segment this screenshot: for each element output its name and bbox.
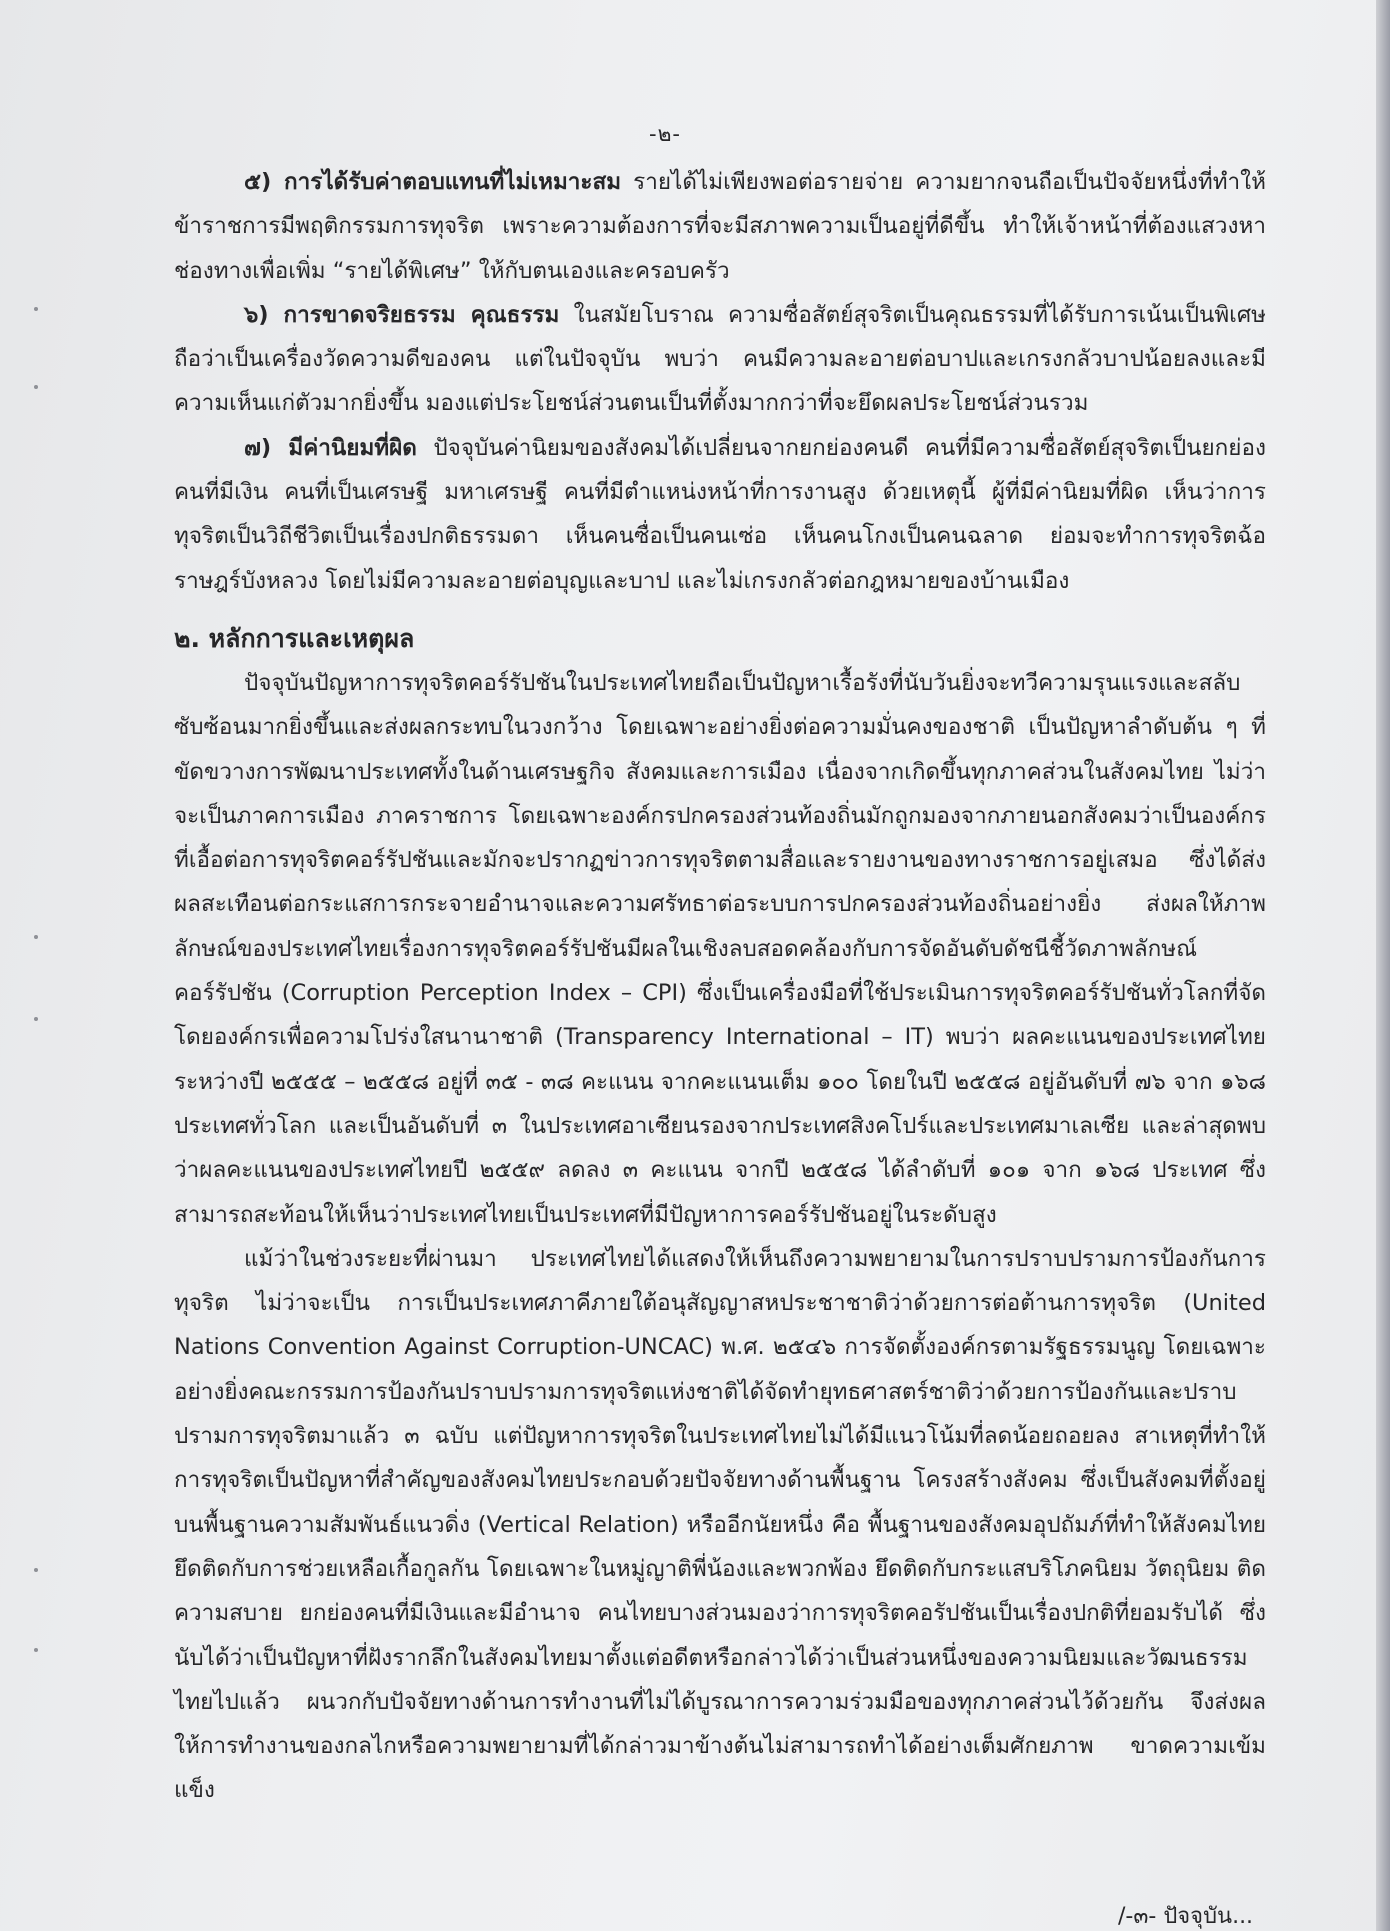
paragraph-text: รายได้ไม่เพียงพอต่อรายจ่าย ความยากจนถือเป็นปัจจัยหนึ่งที่ทำให้ข้าราชการมีพฤติกรรมการทุจริต เพราะความต้องการที่จะมีสภาพความเป็นอยู่ที่ดีขึ้น ทำให้เจ้าหน้าที่ต้องแสวงหาช่องทางเพื่อเพิ่ม “รายได้พิเศษ” ให้กับตนเองและครอบครัว [174,169,1266,284]
paragraph-item-5 [174,160,1266,293]
paragraph-text: ปัจจุบันค่านิยมของสังคมได้เปลี่ยนจากยกย่องคนดี คนที่มีความซื่อสัตย์สุจริตเป็นยกย่องคนที่มีเงิน คนที่เป็นเศรษฐี มหาเศรษฐี คนที่มีตำแหน่งหน้าที่การงานสูง ด้วยเหตุนี้ ผู้ที่มีค่านิยมที่ผิด เห็นว่าการทุจริตเป็นวิถีชีวิตเป็นเรื่องปกติธรรมดา เห็นคนซื่อเป็นคนเซ่อ เห็นคนโกงเป็นคนฉลาด ย่อมจะทำการทุจริตฉ้อราษฎร์บังหลวง โดยไม่มีความละอายต่อบุญและบาป และไม่เกรงกลัวต่อกฎหมายของบ้านเมือง [174,434,1266,594]
continuation-note: /-๓- ปัจจุบัน... [1118,1904,1254,1929]
paragraph-text: ในสมัยโบราณ ความซื่อสัตย์สุจริตเป็นคุณธรรมที่ได้รับการเน้นเป็นพิเศษถือว่าเป็นเครื่องวัดความดีของคน แต่ในปัจจุบัน พบว่า คนมีความละอายต่อบาปและเกรงกลัวบาปน้อยลงและมีความเห็นแก่ตัวมากยิ่งขึ้น มองแต่ประโยชน์ส่วนตนเป็นที่ตั้งมากกว่าที่จะยึดผลประโยชน์ส่วนรวม [174,301,1266,417]
margin-mark [34,1568,38,1572]
margin-mark [34,935,38,939]
paragraph-title: ๗) มีค่านิยมที่ผิด [244,434,417,461]
page-edge-shadow [1376,0,1390,1931]
section-paragraph: แม้ว่าในช่วงระยะที่ผ่านมา ประเทศไทยได้แสดงให้เห็นถึงความพยายามในการปราบปรามการป้องกันการทุจริต ไม่ว่าจะเป็น การเป็นประเทศภาคีภายใต้อนุสัญญาสหประชาชาติว่าด้วยการต่อต้านการทุจริต (United Nations Convention Against Corruption-UNCAC) พ.ศ. ๒๕๔๖ การจัดตั้งองค์กรตามรัฐธรรมนูญ โดยเฉพาะอย่างยิ่งคณะกรรมการป้องกันปราบปรามการทุจริตแห่งชาติได้จัดทำยุทธศาสตร์ชาติว่าด้วยการป้องกันและปราบปรามการทุจริตมาแล้ว ๓ ฉบับ แต่ปัญหาการทุจริตในประเทศไทยไม่ได้มีแนวโน้มที่ลดน้อยถอยลง สาเหตุที่ทำให้การทุจริตเป็นปัญหาที่สำคัญของสังคมไทยประกอบด้วยปัจจัยทางด้านพื้นฐาน โครงสร้างสังคม ซึ่งเป็นสังคมที่ตั้งอยู่บนพื้นฐานความสัมพันธ์แนวดิ่ง (Vertical Relation) หรืออีกนัยหนึ่ง คือ พื้นฐานของสังคมอุปถัมภ์ที่ทำให้สังคมไทยยึดติดกับการช่วยเหลือเกื้อกูลกัน โดยเฉพาะในหมู่ญาติพี่น้องและพวกพ้อง ยึดติดกับกระแสบริโภคนิยม วัตถุนิยม ติดความสบาย ยกย่องคนที่มีเงินและมีอำนาจ คนไทยบางส่วนมองว่าการทุจริตคอรัปชันเป็นเรื่องปกติที่ยอมรับได้ ซึ่งนับได้ว่าเป็นปัญหาที่ฝังรากลึกในสังคมไทยมาตั้งแต่อดีตหรือกล่าวได้ว่าเป็นส่วนหนึ่งของความนิยมและวัฒนธรรมไทยไปแล้ว ผนวกกับปัจจัยทางด้านการทำงานที่ไม่ได้บูรณาการความร่วมมือของทุกภาคส่วนไว้ด้วยกัน จึงส่งผลให้การทำงานของกลไกหรือความพยายามที่ได้กล่าวมาข้างต้นไม่สามารถทำได้อย่างเต็มศักยภาพ ขาดความเข้มแข็ง [174,1245,1266,1804]
paragraph-title: ๕) การได้รับค่าตอบแทนที่ไม่เหมาะสม [244,169,622,195]
document-body [174,160,1266,1813]
paragraph-item-7 [174,426,1266,603]
margin-mark [34,1648,38,1652]
paragraph-item-6 [174,293,1266,426]
margin-mark [34,385,38,389]
section-paragraph: ปัจจุบันปัญหาการทุจริตคอร์รัปชันในประเทศไทยถือเป็นปัญหาเรื้อรังที่นับวันยิ่งจะทวีความรุนแรงและสลับซับซ้อนมากยิ่งขึ้นและส่งผลกระทบในวงกว้าง โดยเฉพาะอย่างยิ่งต่อความมั่นคงของชาติ เป็นปัญหาลำดับต้น ๆ ที่ขัดขวางการพัฒนาประเทศทั้งในด้านเศรษฐกิจ สังคมและการเมือง เนื่องจากเกิดขึ้นทุกภาคส่วนในสังคมไทย ไม่ว่าจะเป็นภาคการเมือง ภาคราชการ โดยเฉพาะองค์กรปกครองส่วนท้องถิ่นมักถูกมองจากภายนอกสังคมว่าเป็นองค์กรที่เอื้อต่อการทุจริตคอร์รัปชันและมักจะปรากฏข่าวการทุจริตตามสื่อและรายงานของทางราชการอยู่เสมอ ซึ่งได้ส่งผลสะเทือนต่อกระแสการกระจายอำนาจและความศรัทธาต่อระบบการปกครองส่วนท้องถิ่นอย่างยิ่ง ส่งผลให้ภาพลักษณ์ของประเทศไทยเรื่องการทุจริตคอร์รัปชันมีผลในเชิงลบสอดคล้องกับการจัดอันดับดัชนีชี้วัดภาพลักษณ์คอร์รัปชัน (Corruption Perception Index – CPI) ซึ่งเป็นเครื่องมือที่ใช้ประเมินการทุจริตคอร์รัปชันทั่วโลกที่จัดโดยองค์กรเพื่อความโปร่งใสนานาชาติ (Transparency International – IT) พบว่า ผลคะแนนของประเทศไทยระหว่างปี ๒๕๕๕ – ๒๕๕๘ อยู่ที่ ๓๕ - ๓๘ คะแนน จากคะแนนเต็ม ๑๐๐ โดยในปี ๒๕๕๘ อยู่อันดับที่ ๗๖ จาก ๑๖๘ ประเทศทั่วโลก และเป็นอันดับที่ ๓ ในประเทศอาเซียนรองจากประเทศสิงคโปร์และประเทศมาเลเซีย และล่าสุดพบว่าผลคะแนนของประเทศไทยปี ๒๕๕๙ ลดลง ๓ คะแนน จากปี ๒๕๕๘ ได้ลำดับที่ ๑๐๑ จาก ๑๖๘ ประเทศ ซึ่งสามารถสะท้อนให้เห็นว่าประเทศไทยเป็นประเทศที่มีปัญหาการคอร์รัปชันอยู่ในระดับสูง [174,669,1266,1228]
margin-mark [34,307,38,311]
page-number: -๒- [649,122,681,146]
paragraph-title: ๖) การขาดจริยธรรม คุณธรรม [244,301,560,328]
section-heading: ๒. หลักการและเหตุผล [174,623,415,653]
margin-mark [34,1017,38,1021]
